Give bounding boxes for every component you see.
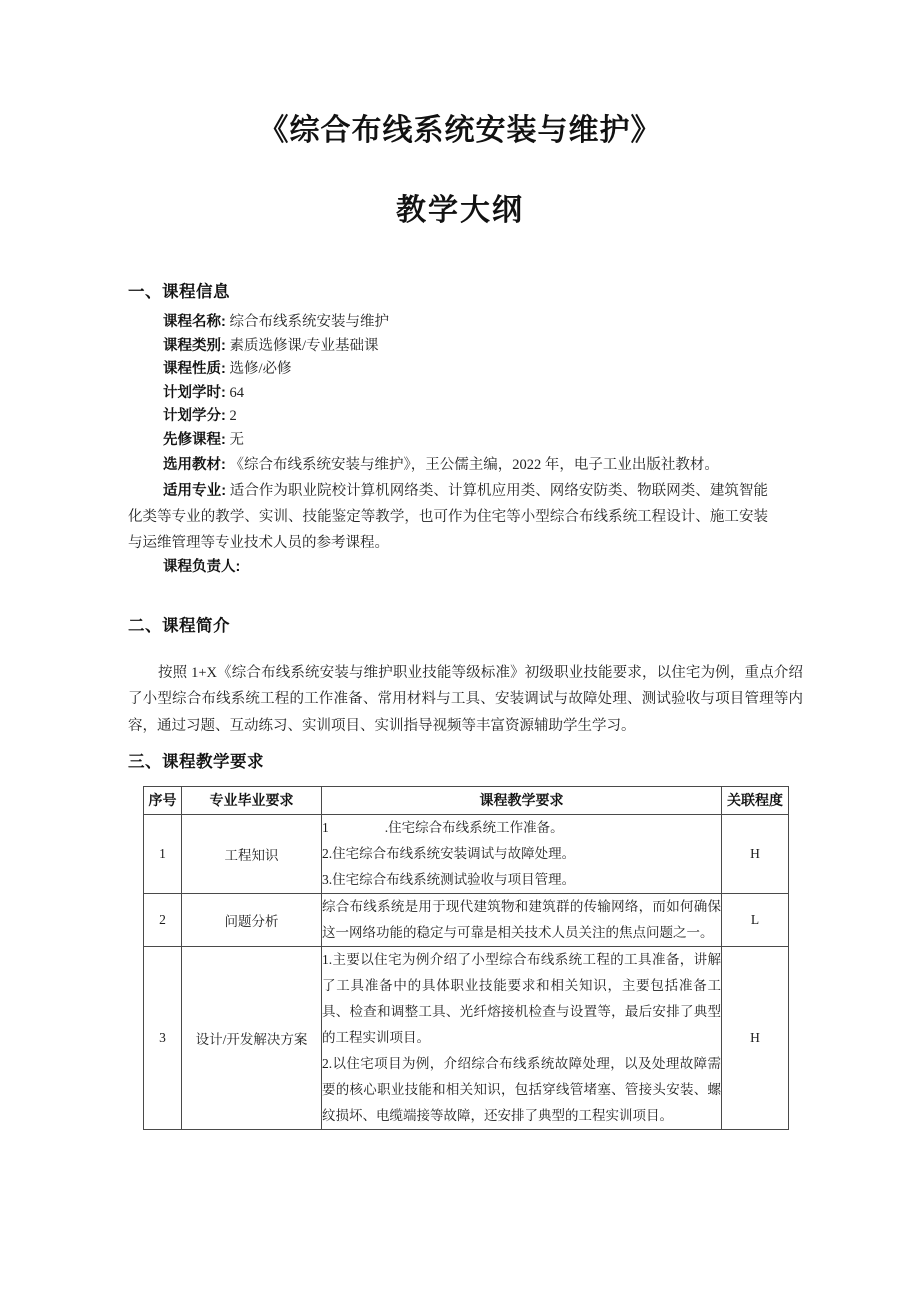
info-row-course-owner xyxy=(163,556,803,580)
info-value: 适合作为职业院校计算机网络类、计算机应用类、网络安防类、物联网类、建筑智能化类等专业的教学、实训、技能鉴定等教学，也可作为住宅等小型综合布线系统工程设计、施工安装与运维管理等专业技术人员的参考课程。 xyxy=(128,483,768,551)
info-row-planned-credits xyxy=(163,405,803,429)
table-header-grad: 专业毕业要求 xyxy=(182,787,322,815)
info-value: 2 xyxy=(229,408,237,424)
table-header-level: 关联程度 xyxy=(722,787,789,815)
document-subtitle: 教学大纲 xyxy=(396,193,524,227)
section-heading-course-info: 一、课程信息 xyxy=(128,283,230,301)
info-row-course-category xyxy=(163,335,803,359)
info-label: 计划学时: xyxy=(163,384,226,401)
cell-teaching-requirement xyxy=(322,894,722,947)
cell-no: 1 xyxy=(144,815,182,894)
info-label: 适用专业: xyxy=(163,483,227,499)
info-label: 课程类别: xyxy=(163,337,226,354)
cell-graduation-requirement: 问题分析 xyxy=(182,894,322,947)
info-value: 64 xyxy=(229,384,244,401)
info-value: 《综合布线系统安装与维护》，王公儒主编，2022 年，电子工业出版社教材。 xyxy=(229,457,719,473)
requirement-line-text: .住宅综合布线系统工作准备。 xyxy=(384,820,564,835)
requirement-line: 1.主要以住宅为例介绍了小型综合布线系统工程的工具准备，讲解了工具准备中的具体职业技能要求和相关知识，主要包括准备工具、检查和调整工具、光纤熔接机检查与设置等，最后安排了典型的工程实训项目。 xyxy=(322,952,721,1045)
requirement-line xyxy=(322,815,721,841)
cell-level: L xyxy=(722,894,789,947)
requirement-line-number: 1 xyxy=(322,820,329,835)
table-header-req: 课程教学要求 xyxy=(322,787,722,815)
table-row xyxy=(144,894,789,947)
info-row-textbook xyxy=(128,452,768,478)
requirement-line: 综合布线系统是用于现代建筑物和建筑群的传输网络，而如何确保这一网络功能的稳定与可靠是相关技术人员关注的焦点问题之一。 xyxy=(322,899,721,940)
info-row-course-nature xyxy=(163,358,803,382)
cell-teaching-requirement xyxy=(322,815,722,894)
course-intro-paragraph: 按照 1+X《综合布线系统安装与维护职业技能等级标准》初级职业技能要求，以住宅为例，重点介绍了小型综合布线系统工程的工作准备、常用材料与工具、安装调试与故障处理、测试验收与项目管理等内容，通过习题、互动练习、实训项目、实训指导视频等丰富资源辅助学生学习。 xyxy=(128,664,803,734)
info-value: 综合布线系统安装与维护 xyxy=(229,314,389,330)
table-row xyxy=(144,815,789,894)
section-heading-teaching-requirements: 三、课程教学要求 xyxy=(128,753,264,771)
requirement-line: 3.住宅综合布线系统测试验收与项目管理。 xyxy=(322,872,576,887)
cell-graduation-requirement: 设计/开发解决方案 xyxy=(182,947,322,1130)
requirement-line: 2.以住宅项目为例，介绍综合布线系统故障处理，以及处理故障需要的核心职业技能和相关知识，包括穿线管堵塞、管接头安装、螺纹损坏、电缆端接等故障，还安排了典型的工程实训项目。 xyxy=(322,1056,721,1123)
document-title: 《综合布线系统安装与维护》 xyxy=(258,114,662,147)
cell-no: 2 xyxy=(144,894,182,947)
course-info-block xyxy=(128,311,803,580)
cell-no: 3 xyxy=(144,947,182,1130)
table-header-no: 序号 xyxy=(144,787,182,815)
table-header-row xyxy=(144,787,789,815)
info-value: 素质选修课/专业基础课 xyxy=(229,337,379,354)
table-row xyxy=(144,947,789,1130)
cell-teaching-requirement xyxy=(322,947,722,1130)
info-label: 课程性质: xyxy=(163,361,226,377)
info-row-course-name xyxy=(163,311,803,335)
info-value: 无 xyxy=(229,431,244,448)
info-row-prerequisite xyxy=(163,429,803,453)
info-row-applicable-majors xyxy=(128,478,768,556)
info-row-planned-hours xyxy=(163,382,803,406)
info-label: 选用教材: xyxy=(163,457,226,473)
info-label: 课程名称: xyxy=(163,314,226,330)
requirement-line: 2.住宅综合布线系统安装调试与故障处理。 xyxy=(322,846,576,861)
cell-level: H xyxy=(722,815,789,894)
cell-level: H xyxy=(722,947,789,1130)
teaching-requirements-table xyxy=(143,786,789,1130)
info-value: 选修/必修 xyxy=(229,361,292,377)
info-label: 课程负责人: xyxy=(163,559,241,575)
cell-graduation-requirement: 工程知识 xyxy=(182,815,322,894)
section-heading-course-intro: 二、课程简介 xyxy=(128,617,230,635)
info-label: 先修课程: xyxy=(163,431,226,448)
info-label: 计划学分: xyxy=(163,408,226,424)
